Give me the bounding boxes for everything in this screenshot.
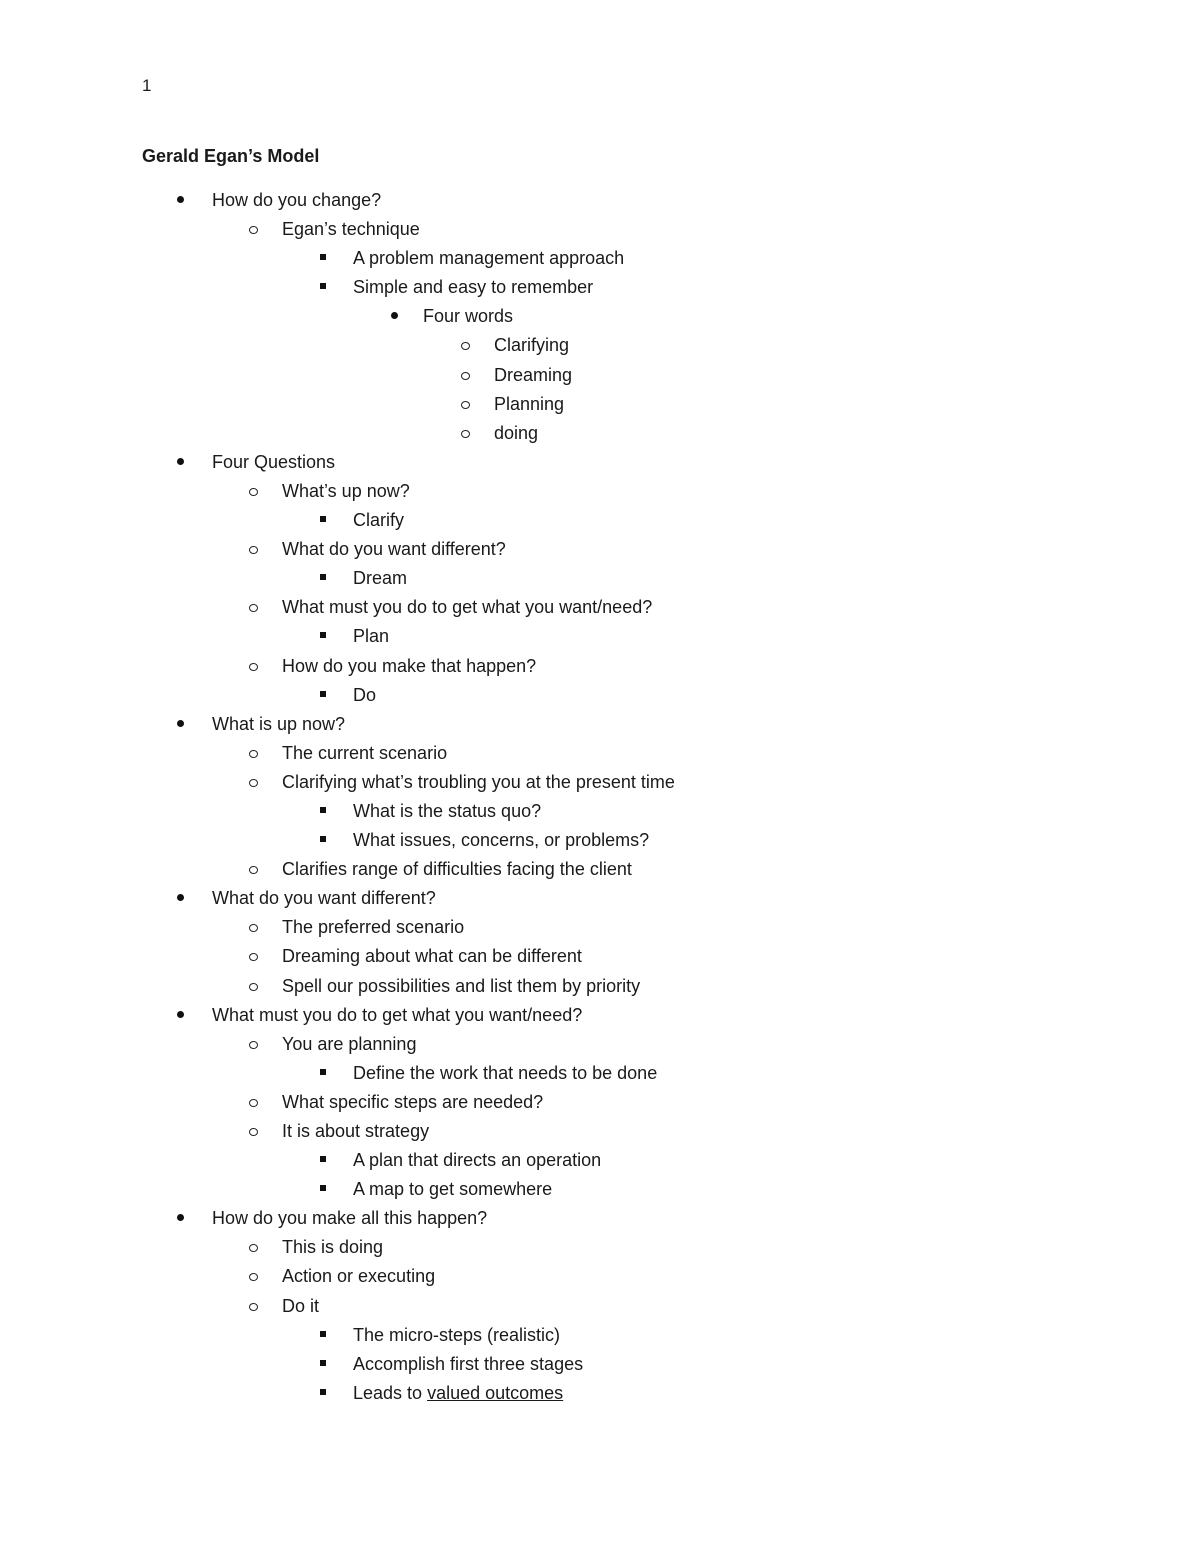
outline-item-text	[212, 886, 436, 910]
outline-item-text	[353, 683, 376, 707]
outline-item-label: Plan	[353, 626, 390, 647]
outline-item	[0, 886, 1200, 915]
outline-item	[0, 363, 1200, 392]
outline-item-label: doing	[494, 422, 539, 443]
outline-item	[0, 1061, 1200, 1090]
outline-item	[0, 1177, 1200, 1206]
underlined-phrase: valued outcomes	[427, 1382, 564, 1403]
outline-item-text	[212, 1003, 582, 1027]
outline-item	[0, 624, 1200, 653]
outline-item	[0, 217, 1200, 246]
outline-item	[0, 304, 1200, 333]
outline-item	[0, 246, 1200, 275]
outline-item	[0, 1264, 1200, 1293]
outline-item-label: Clarify	[353, 510, 405, 531]
outline-item-label: Four Questions	[212, 451, 336, 472]
outline-item-label: A problem management approach	[353, 248, 625, 269]
outline-item-text	[353, 828, 649, 852]
outline-item-text	[353, 1323, 560, 1347]
outline-item-text	[282, 857, 632, 881]
outline-item-label: What’s up now?	[282, 480, 410, 501]
outline-item-label: How do you change?	[212, 190, 382, 210]
outline-item-label: Four words	[423, 306, 514, 327]
outline-item-label: Clarifying	[494, 335, 570, 356]
outline-item	[0, 799, 1200, 828]
outline-item-text	[282, 1264, 435, 1288]
outline-item-text	[494, 392, 564, 416]
outline-item-label: The preferred scenario	[282, 917, 465, 938]
outline-item-text	[494, 333, 569, 357]
outline-item-label: Planning	[494, 393, 565, 414]
outline-item-label: What is up now?	[212, 713, 346, 734]
outline-item	[0, 1294, 1200, 1323]
outline-item-text	[494, 421, 538, 445]
outline-item	[0, 595, 1200, 624]
outline-item-text	[282, 974, 640, 998]
outline-item-text	[282, 595, 652, 619]
outline-item-text	[212, 188, 381, 212]
outline-item-label: The current scenario	[282, 742, 448, 763]
outline-item	[0, 479, 1200, 508]
outline-item-label: What do you want different?	[282, 539, 506, 560]
outline-item-text	[212, 712, 345, 736]
outline-item-label: Do	[353, 684, 377, 705]
outline-item-label: What must you do to get what you want/need?	[282, 597, 653, 618]
outline-item-text	[212, 1206, 487, 1230]
outline-item-label: A map to get somewhere	[353, 1179, 553, 1200]
outline-item-text	[353, 1352, 583, 1376]
outline-item-text	[353, 1061, 657, 1085]
outline-item-label: What do you want different?	[212, 888, 436, 909]
outline-item-label: Do it	[282, 1295, 320, 1316]
outline-item	[0, 537, 1200, 566]
outline-item	[0, 770, 1200, 799]
outline-item	[0, 915, 1200, 944]
outline-item-label: Dreaming	[494, 364, 573, 385]
outline-item-text	[353, 508, 404, 532]
outline-item	[0, 1352, 1200, 1381]
outline-item-text	[494, 363, 572, 387]
outline-item	[0, 857, 1200, 886]
page-number: 1	[142, 76, 152, 95]
outline-item-label: What must you do to get what you want/need?	[212, 1004, 583, 1025]
outline-item-label: How do you make all this happen?	[212, 1208, 488, 1229]
outline-item	[0, 392, 1200, 421]
outline-list	[0, 188, 1200, 1410]
outline-item	[0, 741, 1200, 770]
outline-item-label: What is the status quo?	[353, 800, 542, 821]
outline-item-text	[282, 479, 410, 503]
outline-item-text	[282, 1235, 383, 1259]
outline-item-text	[212, 450, 335, 474]
outline-item	[0, 566, 1200, 595]
outline-item-text	[282, 1119, 429, 1143]
outline-item	[0, 828, 1200, 857]
outline-item	[0, 188, 1200, 217]
outline-item-label: Clarifies range of difficulties facing the client	[282, 859, 632, 880]
outline-item-text	[282, 1294, 319, 1318]
outline-item	[0, 333, 1200, 362]
outline-item-text	[423, 304, 513, 328]
outline-item	[0, 450, 1200, 479]
outline-item-text	[282, 915, 464, 939]
outline-item-label: Action or executing	[282, 1266, 436, 1287]
outline-item-label: Dream	[353, 568, 408, 589]
outline-item-text	[353, 1148, 601, 1172]
outline-item-label: Leads to	[353, 1382, 423, 1403]
outline-item-label: Dreaming about what can be different	[282, 946, 582, 967]
outline-item-text	[282, 217, 420, 241]
outline-item-label: Simple and easy to remember	[353, 277, 594, 298]
outline-item-text	[353, 624, 389, 648]
outline-item-text	[353, 799, 541, 823]
outline-item-text	[282, 741, 447, 765]
outline-item-label: You are planning	[282, 1033, 417, 1054]
outline-item-text	[353, 275, 593, 299]
outline-item	[0, 1206, 1200, 1235]
outline-item	[0, 1090, 1200, 1119]
outline-item-label: This is doing	[282, 1237, 384, 1258]
outline-item	[0, 944, 1200, 973]
outline-item-text	[353, 1381, 563, 1405]
outline-item-label: Spell our possibilities and list them by priority	[282, 975, 641, 996]
outline-item-text	[353, 566, 407, 590]
outline-item-label: What issues, concerns, or problems?	[353, 830, 650, 851]
outline-item-label: The micro-steps (realistic)	[353, 1324, 561, 1345]
outline-item-label: Egan’s technique	[282, 219, 420, 240]
outline-item-label: Clarifying what’s troubling you at the present time	[282, 771, 675, 792]
outline-item-label: It is about strategy	[282, 1121, 430, 1141]
outline-item	[0, 712, 1200, 741]
outline-item	[0, 1235, 1200, 1264]
outline-item	[0, 508, 1200, 537]
outline-item-text	[282, 944, 582, 968]
outline-item	[0, 1032, 1200, 1061]
outline-item	[0, 275, 1200, 304]
outline-item-text	[282, 1090, 543, 1114]
outline-item-text	[282, 537, 506, 561]
outline-item-text	[353, 1177, 552, 1201]
outline-item-label: Define the work that needs to be done	[353, 1062, 658, 1083]
outline-item	[0, 1003, 1200, 1032]
document-title: Gerald Egan’s Model	[142, 146, 320, 166]
outline-item-label: A plan that directs an operation	[353, 1150, 602, 1171]
outline-item	[0, 1148, 1200, 1177]
outline-item-label: How do you make that happen?	[282, 655, 537, 676]
outline-item	[0, 1119, 1200, 1148]
outline-item-text	[282, 654, 536, 678]
outline-item	[0, 421, 1200, 450]
outline-item	[0, 1323, 1200, 1352]
outline-item-text	[353, 246, 624, 270]
outline-item-label: What specific steps are needed?	[282, 1091, 544, 1112]
outline-item	[0, 683, 1200, 712]
outline-item	[0, 1381, 1200, 1410]
outline-item-text	[282, 770, 675, 794]
outline-item-text	[282, 1032, 416, 1056]
outline-item	[0, 974, 1200, 1003]
outline-item	[0, 654, 1200, 683]
outline-item-label: Accomplish first three stages	[353, 1353, 584, 1374]
